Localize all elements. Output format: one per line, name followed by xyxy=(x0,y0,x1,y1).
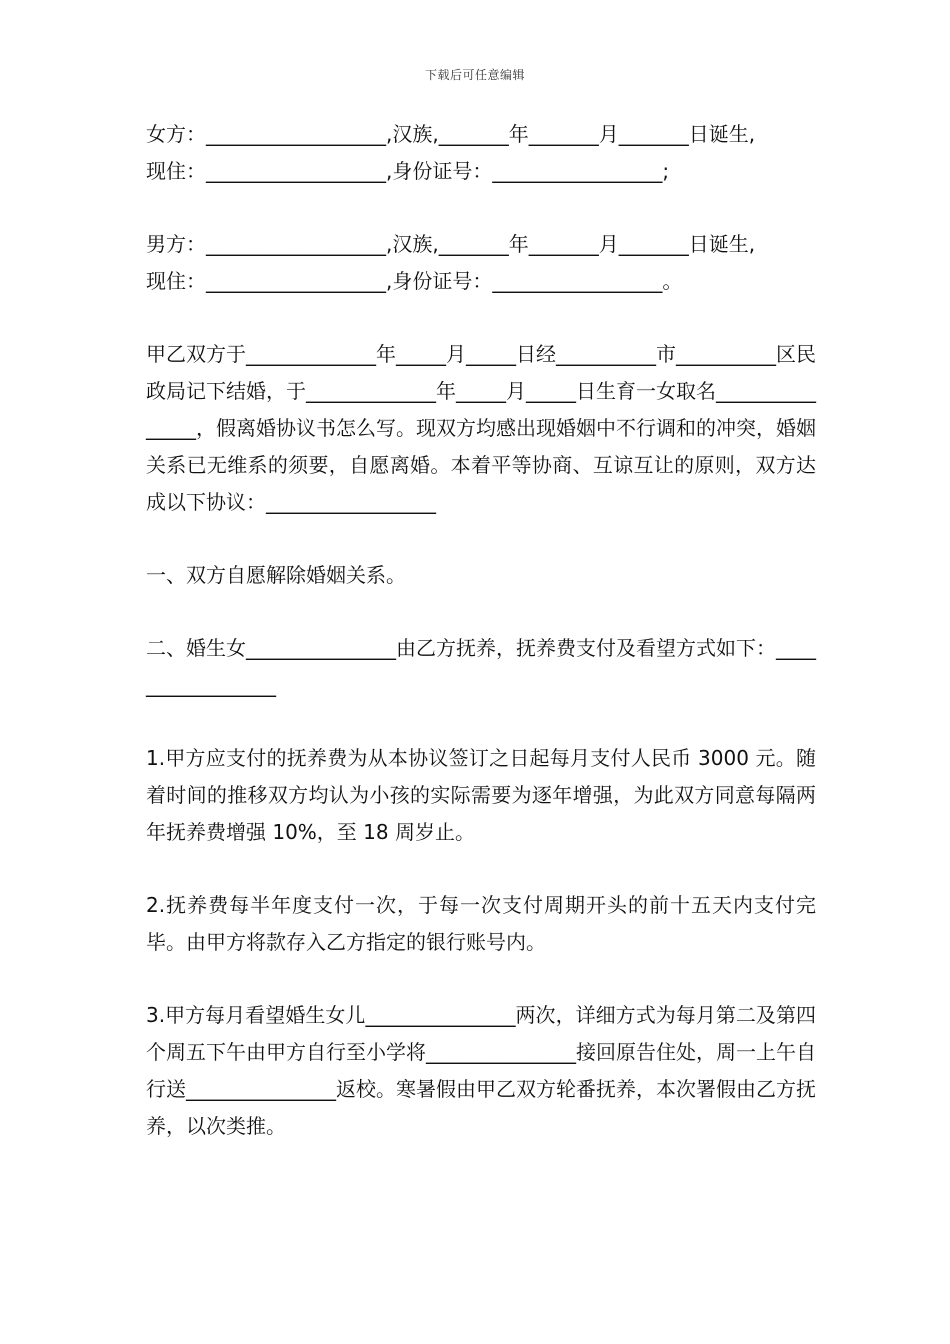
marriage-paragraph: 甲乙双方于_____________年_____月_____日经__________市__________区民政局记下结婚，于_____________年_____月_____日生育一女取名_______________，假离婚协议书怎么写。现双方均感出现婚姻中不行调和的冲突，婚姻关系已无维系的须要，自愿离婚。本着平等协商、互谅互让的原则，双方达成以下协议：_________________ xyxy=(146,342,816,514)
clause-two: 二、婚生女_______________由乙方抚养，抚养费支付及看望方式如下：_________________ xyxy=(146,636,816,697)
clause-one: 一、双方自愿解除婚姻关系。 xyxy=(146,563,406,587)
female-info-line1: 女方：__________________,汉族,_______年_______月_______日诞生, xyxy=(146,122,756,146)
male-info-line1: 男方：__________________,汉族,_______年_______月_______日诞生, xyxy=(146,232,756,256)
item-one: 1.甲方应支付的抚养费为从本协议签订之日起每月支付人民币 3000 元。随着时间的推移双方均认为小孩的实际需要为逐年增强，为此双方同意每隔两年抚养费增强 10%，至 18 周岁止。 xyxy=(146,746,816,844)
item-three: 3.甲方每月看望婚生女儿_______________两次，详细方式为每月第二及第四个周五下午由甲方自行至小学将_______________接回原告住处，周一上午自行送_______________返校。寒暑假由甲乙双方轮番抚养，本次署假由乙方抚养，以次类推。 xyxy=(146,1003,816,1138)
male-info-line2: 现住：__________________,身份证号：_________________。 xyxy=(146,269,683,293)
female-info-line2: 现住：__________________,身份证号：_________________; xyxy=(146,159,670,183)
item-two: 2.抚养费每半年度支付一次，于每一次支付周期开头的前十五天内支付完毕。由甲方将款存入乙方指定的银行账号内。 xyxy=(146,893,816,954)
document-body xyxy=(146,116,816,1145)
page-header: 下载后可任意编辑 xyxy=(424,68,525,82)
